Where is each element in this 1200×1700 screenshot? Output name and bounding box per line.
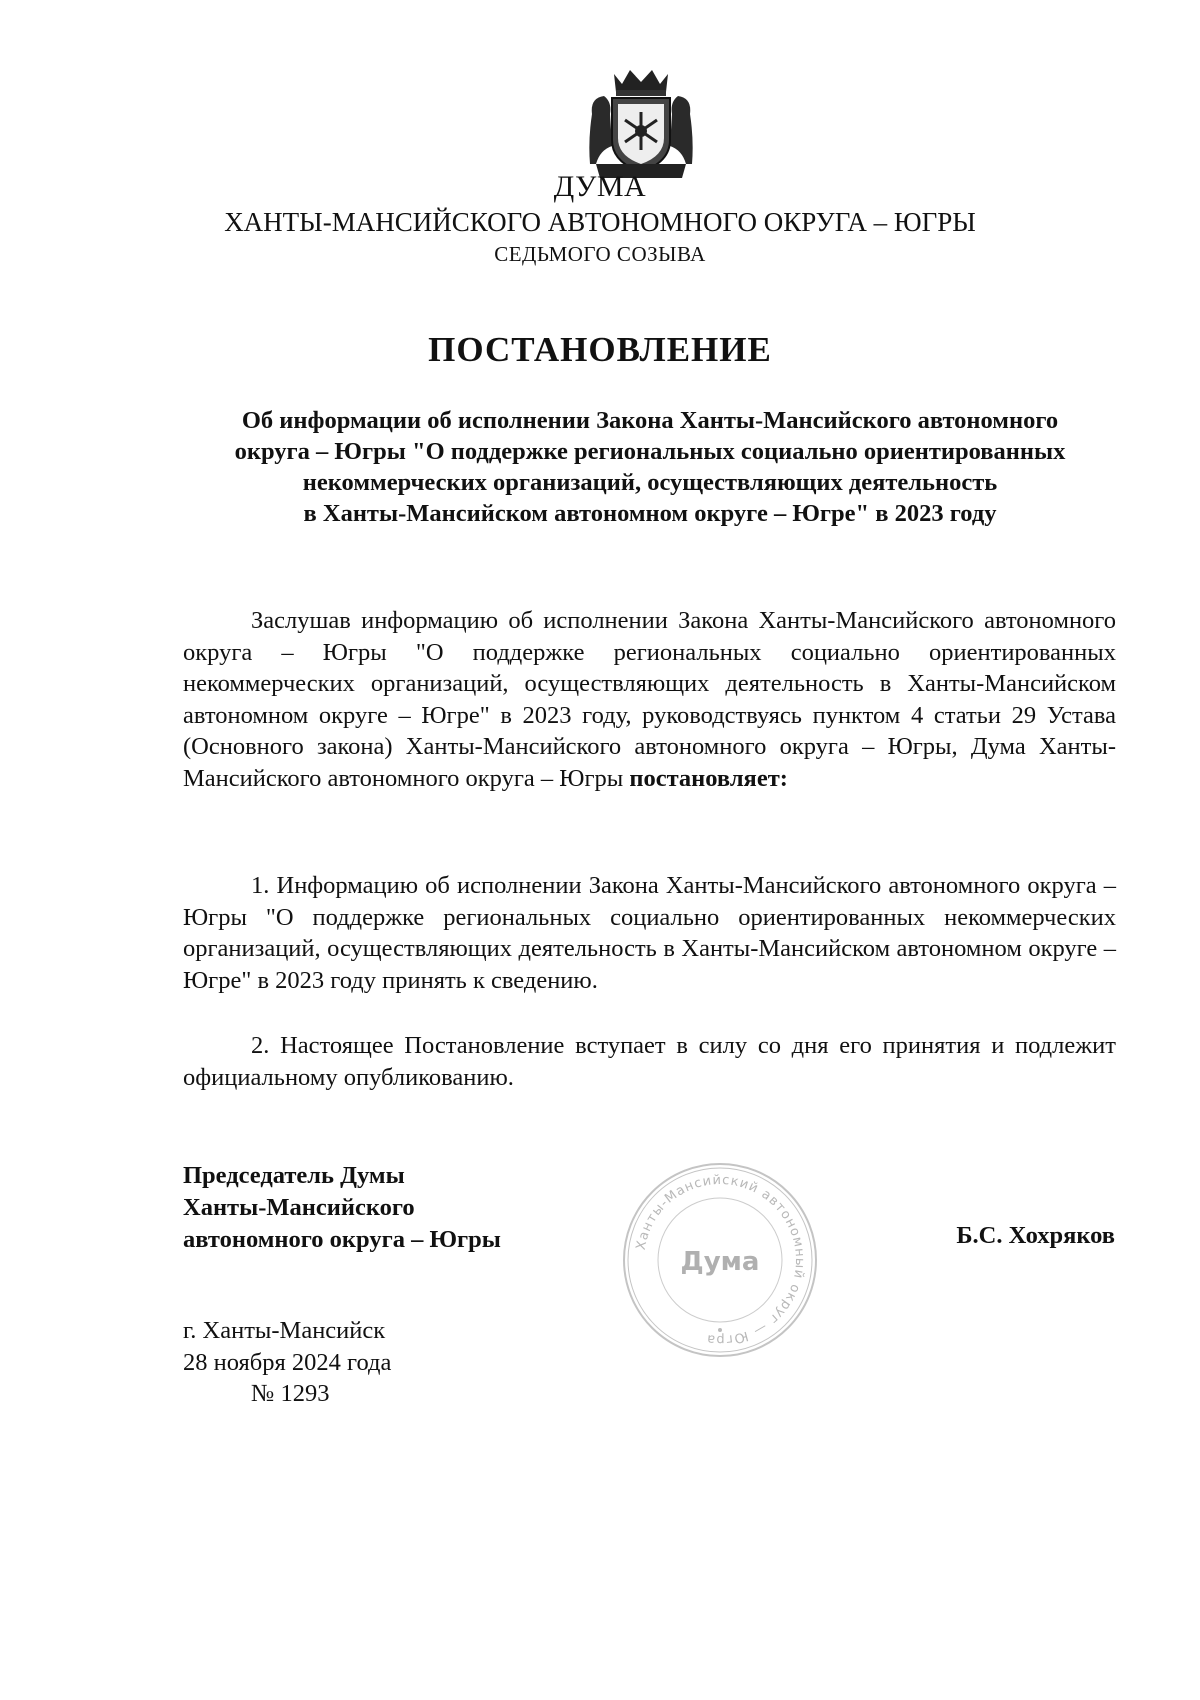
document-subject bbox=[185, 405, 1115, 529]
official-seal-stamp bbox=[620, 1160, 820, 1360]
preamble-text: Заслушав информацию об исполнении Закона Ханты-Мансийского автономного округа – Югры "О поддержке региональных социально ориентированных некоммерческих организаций, осуществляющих деятельность в Ханты-Мансийском автономном округе – Югре" в 2023 году, руководствуясь пунктом 4 статьи 29 Устава (Основного закона) Ханты-Мансийского автономного округа – Югры, Дума Ханты-Мансийского автономного округа – Югры bbox=[183, 607, 1116, 792]
org-name: ДУМА bbox=[553, 170, 647, 203]
subject-line: некоммерческих организаций, осуществляющих деятельность bbox=[302, 469, 998, 496]
preamble-paragraph bbox=[183, 605, 1116, 794]
signatory-name: Б.С. Хохряков bbox=[956, 1222, 1115, 1249]
resolves-word: постановляет: bbox=[629, 764, 788, 792]
signatory-title-line: Ханты-Мансийского bbox=[183, 1194, 415, 1221]
resolution-item-1: 1. Информацию об исполнении Закона Ханты-Мансийского автономного округа – Югры "О поддержке региональных социально ориентированных некоммерческих организаций, осуществляющих деятельность в Ханты-Мансийском автономном округе – Югре" в 2023 году принять к сведению. bbox=[183, 872, 1116, 994]
org-region: ХАНТЫ-МАНСИЙСКОГО АВТОНОМНОГО ОКРУГА – ЮГРЫ bbox=[224, 207, 976, 237]
document-number: № 1293 bbox=[251, 1380, 330, 1407]
document-place: г. Ханты-Мансийск bbox=[183, 1317, 386, 1344]
seal-center-text: Дума bbox=[680, 1247, 760, 1277]
document-date: 28 ноября 2024 года bbox=[183, 1348, 392, 1376]
subject-line: Об информации об исполнении Закона Ханты-Мансийского автономного bbox=[241, 407, 1059, 434]
subject-line: в Ханты-Мансийском автономном округе – Югре" в 2023 году bbox=[303, 500, 997, 527]
subject-line: округа – Югры "О поддержке региональных социально ориентированных bbox=[234, 438, 1066, 465]
resolution-item-2: 2. Настоящее Постановление вступает в силу со дня его принятия и подлежит официальному опубликованию. bbox=[183, 1032, 1116, 1091]
document-type-heading: ПОСТАНОВЛЕНИЕ bbox=[428, 330, 772, 369]
seal-ring-text: Ханты-Мансийский автономный округ — Югра bbox=[633, 1172, 808, 1348]
coat-of-arms-emblem bbox=[586, 68, 696, 180]
document-footer bbox=[183, 1315, 391, 1410]
signatory-title-line: автономного округа – Югры bbox=[183, 1226, 501, 1253]
org-convocation: СЕДЬМОГО СОЗЫВА bbox=[494, 242, 706, 266]
signatory-title bbox=[183, 1160, 501, 1256]
signatory-title-line: Председатель Думы bbox=[183, 1162, 405, 1189]
